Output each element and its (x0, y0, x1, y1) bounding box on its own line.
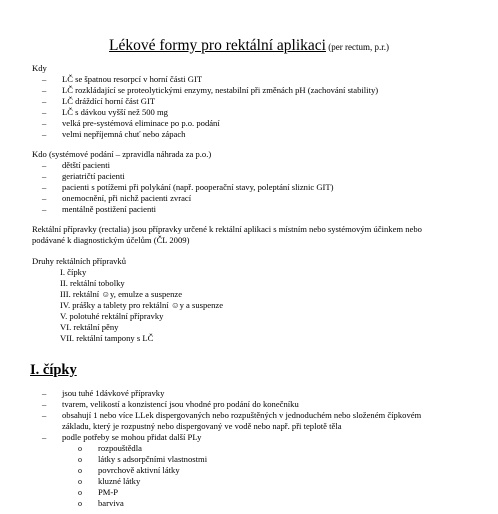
sub-list-item: o povrchově aktivní látky (32, 465, 488, 476)
kdy-list (32, 74, 488, 140)
list-item: VII. rektální tampony s LČ (60, 333, 154, 343)
list-item: – podle potřeby se mohou přidat další PLy (32, 432, 488, 443)
druhy-heading: Druhy rektálních přípravků (32, 256, 127, 266)
kdo-section (32, 149, 488, 215)
kdy-heading: Kdy (32, 63, 47, 73)
sub-list-item: o rozpouštědla (32, 443, 488, 454)
list-item: V. polotuhé rektální přípravky (60, 311, 164, 321)
definition-text: Rektální přípravky (rectalia) jsou přípravky určené k rektální aplikaci s místním nebo systémovým účinkem nebo podávané k diagnostickým účelům (ČL 2009) (32, 224, 422, 245)
list-item: – onemocnění, při nichž pacienti zvrací (32, 193, 488, 204)
definition-section (32, 224, 488, 246)
cipky-list (32, 388, 488, 443)
title-main: Lékové formy pro rektální aplikaci (109, 37, 326, 54)
section-heading: I. čípky (30, 362, 77, 378)
kdy-section (32, 63, 488, 140)
list-item: – pacienti s potížemi při polykání (např. pooperační stavy, poleptání sliznic GIT) (32, 182, 488, 193)
list-item: – geriatričtí pacienti (32, 171, 488, 182)
list-item: – velmi nepříjemná chuť nebo zápach (32, 129, 488, 140)
sub-list-item: o látky s adsorpčními vlastnostmi (32, 454, 488, 465)
list-item: – LČ dráždící horní část GIT (32, 96, 488, 107)
list-item: – LČ s dávkou vyšší než 500 mg (32, 107, 488, 118)
cipky-section (32, 388, 488, 509)
title-subtitle: (per rectum, p.r.) (325, 42, 389, 52)
kdo-list (32, 160, 488, 215)
list-item: – velká pre-systémová eliminace po p.o. podání (32, 118, 488, 129)
document-title (0, 37, 498, 55)
list-item: – tvarem, velikostí a konzistencí jsou vhodné pro podání do konečníku (32, 399, 488, 410)
list-item: – obsahují 1 nebo více LLek dispergovaných nebo rozpuštěných v jednoduchém nebo složeném čípkovém základu, který je rozpustný nebo dispergovaný ve vodě nebo např. při teplotě těla (32, 410, 442, 432)
list-item: – mentálně postižení pacienti (32, 204, 488, 215)
sub-list-item: o barviva (32, 498, 488, 509)
druhy-section (32, 256, 488, 344)
list-item: – LČ rozkládající se proteolytickými enzymy, nestabilní při změnách pH (zachování stability) (32, 85, 488, 96)
list-item: I. čípky (60, 267, 87, 277)
list-item: – jsou tuhé 1dávkové přípravky (32, 388, 488, 399)
sub-list-item: o PM-P (32, 487, 488, 498)
list-item: III. rektální ☺y, emulze a suspenze (60, 289, 183, 299)
sub-list-item: o kluzné látky (32, 476, 488, 487)
cipky-sublist (32, 443, 488, 509)
list-item: – dětští pacienti (32, 160, 488, 171)
kdo-heading: Kdo (systémové podání – zpravidla náhrada za p.o.) (32, 149, 212, 159)
list-item: – LČ se špatnou resorpcí v horní části GIT (32, 74, 488, 85)
list-item: II. rektální tobolky (60, 278, 125, 288)
list-item: VI. rektální pěny (60, 322, 119, 332)
list-item: IV. prášky a tablety pro rektální ☺y a suspenze (60, 300, 224, 310)
druhy-list (32, 267, 488, 344)
